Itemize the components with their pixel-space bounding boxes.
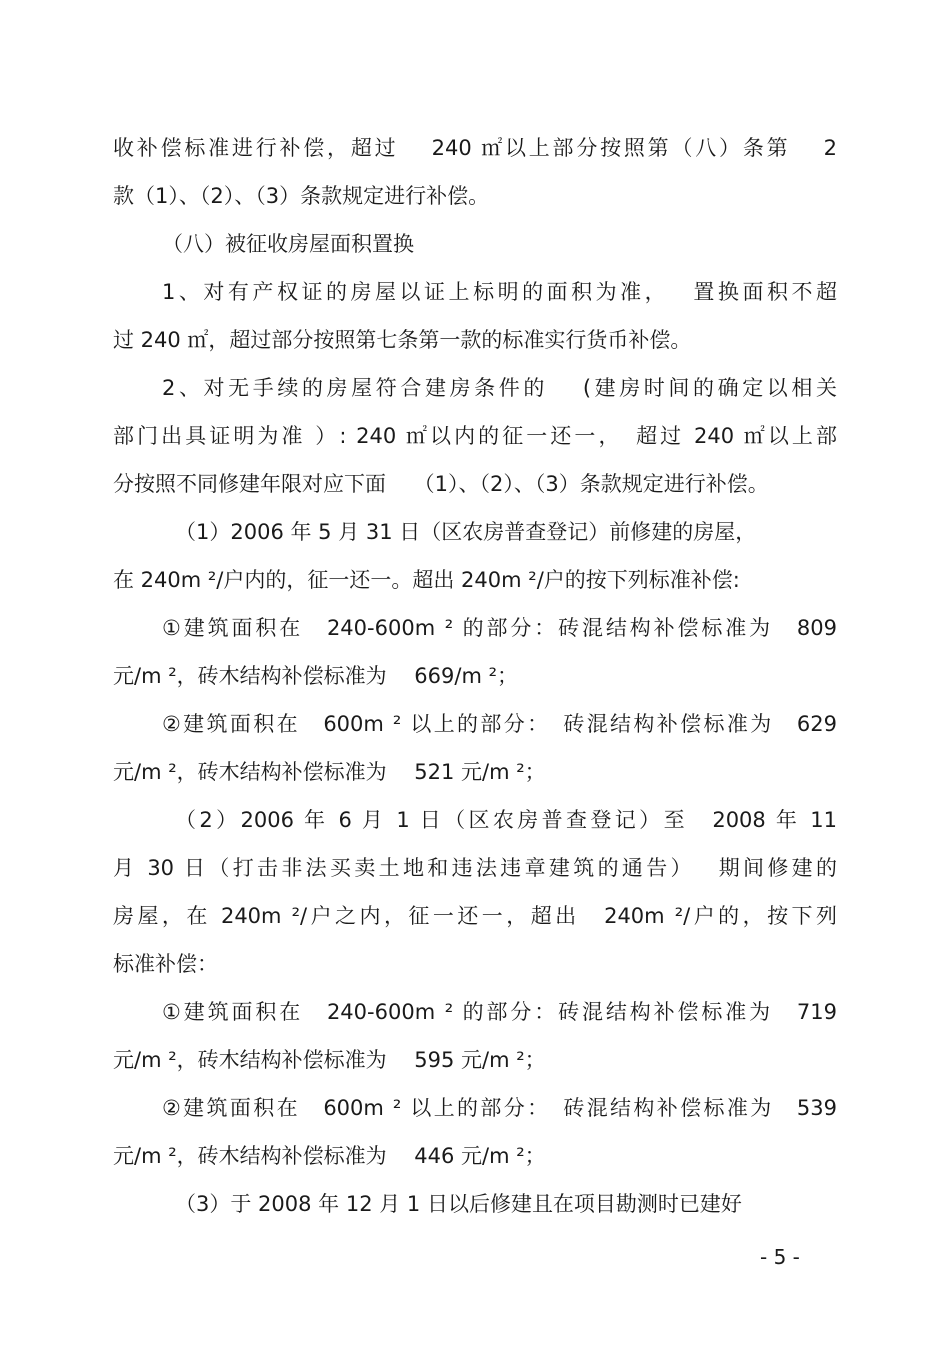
text-line: 1、对有产权证的房屋以证上标明的面积为准， 置换面积不超 (162, 280, 837, 304)
section-heading: （八）被征收房屋面积置换 (162, 232, 414, 256)
text-line: 部门出具证明为准 ）: 240 ㎡以内的征一还一， 超过 240 ㎡以上部 (113, 424, 837, 448)
text-line: 2、对无手续的房屋符合建房条件的 (建房时间的确定以相关 (162, 376, 837, 400)
text-line: 标准补偿： (113, 952, 218, 976)
page-number: - 5 - (760, 1245, 800, 1269)
text-line: 房屋，在 240m ²/户之内，征一还一，超出 240m ²/户的，按下列 (113, 904, 837, 928)
text-line: （3）于 2008 年 12 月 1 日以后修建且在项目勘测时已建好 (175, 1192, 742, 1216)
text-line: ①建筑面积在 240-600m ² 的部分：砖混结构补偿标准为 719 (162, 1000, 837, 1024)
text-line: ①建筑面积在 240-600m ² 的部分：砖混结构补偿标准为 809 (162, 616, 837, 640)
text-line: （2）2006 年 6 月 1 日（区农房普查登记）至 2008 年 11 (175, 808, 837, 832)
text-line: 月 30 日（打击非法买卖土地和违法违章建筑的通告） 期间修建的 (113, 856, 837, 880)
text-line: ②建筑面积在 600m ² 以上的部分： 砖混结构补偿标准为 539 (162, 1096, 837, 1120)
text-line: 在 240m ²/户内的，征一还一。超出 240m ²/户的按下列标准补偿: (113, 568, 740, 592)
text-line: 元/m ²，砖木结构补偿标准为 521 元/m ²； (113, 760, 546, 784)
text-line: 收补偿标准进行补偿，超过 240 ㎡以上部分按照第（八）条第 2 (113, 136, 837, 160)
text-line: 元/m ²，砖木结构补偿标准为 446 元/m ²； (113, 1144, 546, 1168)
text-line: ②建筑面积在 600m ² 以上的部分： 砖混结构补偿标准为 629 (162, 712, 837, 736)
text-line: （1）2006 年 5 月 31 日（区农房普查登记）前修建的房屋， (175, 520, 757, 544)
text-line: 分按照不同修建年限对应下面 （1）、（2）、（3）条款规定进行补偿。 (113, 472, 769, 496)
text-line: 元/m ²，砖木结构补偿标准为 595 元/m ²； (113, 1048, 546, 1072)
text-line: 款（1）、（2）、（3）条款规定进行补偿。 (113, 184, 490, 208)
text-line: 元/m ²，砖木结构补偿标准为 669/m ²； (113, 664, 519, 688)
text-line: 过 240 ㎡，超过部分按照第七条第一款的标准实行货币补偿。 (113, 328, 692, 352)
